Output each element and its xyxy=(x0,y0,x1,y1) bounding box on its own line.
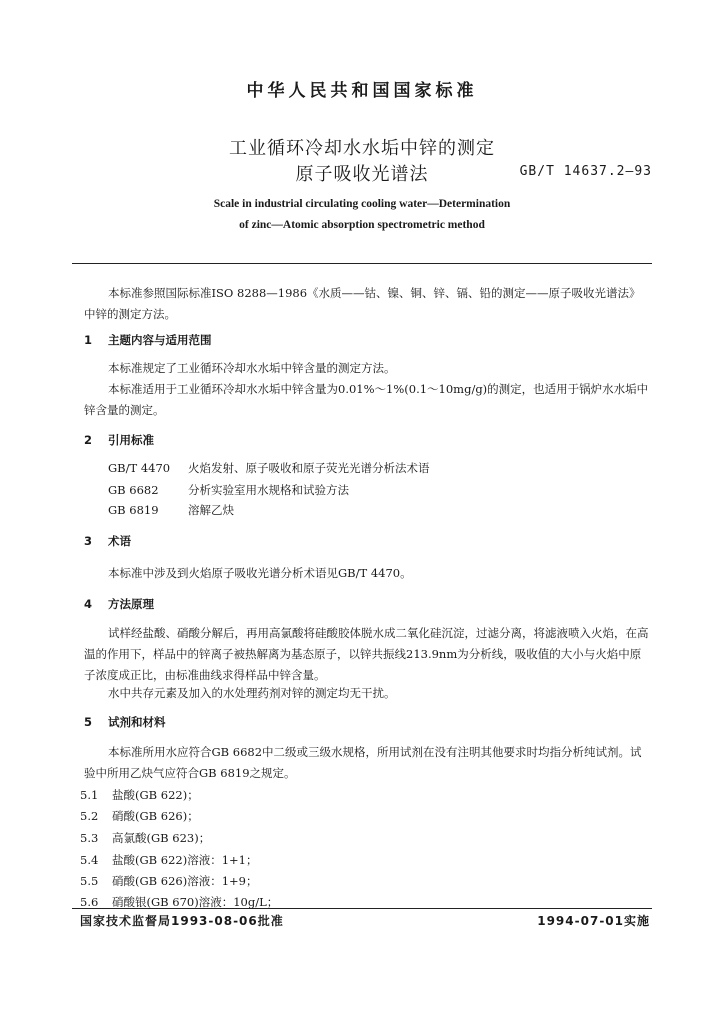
standard-header: 中华人民共和国国家标准 xyxy=(246,81,478,101)
section-heading-4 xyxy=(84,596,154,612)
item-number: 5.5 xyxy=(80,874,99,888)
section-1-para-1: 本标准规定了工业循环冷却水水垢中锌含量的测定方法。 xyxy=(108,361,396,375)
item-number: 5.6 xyxy=(80,895,99,909)
section-title: 方法原理 xyxy=(108,597,154,611)
approval-date: 国家技术监督局1993-08-06批准 xyxy=(80,914,284,928)
item-text: 硝酸(GB 626)溶液：1+9； xyxy=(112,874,258,888)
section-number: 4 xyxy=(84,597,93,611)
intro-paragraph: 本标准参照国际标准ISO 8288—1986《水质——钴、镍、铜、锌、镉、铅的测定——原子吸收光谱法》中锌的测定方法。 xyxy=(84,286,641,321)
section-1-para-2: 本标准适用于工业循环冷却水水垢中锌含量为0.01%～1%(0.1～10mg/g)的测定，也适用于锅炉水水垢中锌含量的测定。 xyxy=(84,382,649,417)
reference-code: GB/T 4470 xyxy=(108,461,171,475)
section-title: 术语 xyxy=(108,534,131,548)
section-3-para-1: 本标准中涉及到火焰原子吸收光谱分析术语见GB/T 4470。 xyxy=(108,566,412,580)
section-4-para-2: 水中共存元素及加入的水处理药剂对锌的测定均无干扰。 xyxy=(108,686,396,700)
section-heading-2 xyxy=(84,432,154,448)
list-item xyxy=(80,808,199,824)
item-text: 盐酸(GB 622)溶液：1+1； xyxy=(112,853,258,867)
section-number: 5 xyxy=(84,715,93,729)
item-number: 5.4 xyxy=(80,853,99,867)
section-5-para-1: 本标准所用水应符合GB 6682中二级或三级水规格，所用试剂在没有注明其他要求时均指分析纯试剂。试验中所用乙炔气应符合GB 6819之规定。 xyxy=(84,745,642,780)
item-number: 5.3 xyxy=(80,831,99,845)
implementation-date: 1994-07-01实施 xyxy=(537,914,650,928)
reference-title: 分析实验室用水规格和试验方法 xyxy=(188,483,349,497)
section-title: 引用标准 xyxy=(108,433,154,447)
reference-title: 溶解乙炔 xyxy=(188,503,234,517)
section-title: 主题内容与适用范围 xyxy=(108,333,212,347)
list-item xyxy=(80,852,257,868)
list-item xyxy=(80,830,210,846)
english-title-line-1: Scale in industrial circulating cooling water—Determination xyxy=(213,198,511,210)
item-number: 5.2 xyxy=(80,809,99,823)
top-rule xyxy=(72,263,652,264)
title-line-1: 工业循环冷却水水垢中锌的测定 xyxy=(229,138,495,159)
item-number: 5.1 xyxy=(80,788,99,802)
section-heading-1 xyxy=(84,332,212,348)
item-text: 硝酸(GB 626)； xyxy=(112,809,199,823)
section-heading-5 xyxy=(84,714,166,730)
item-text: 高氯酸(GB 623)； xyxy=(112,831,211,845)
reference-code: GB 6682 xyxy=(108,483,159,497)
bottom-rule xyxy=(72,908,652,909)
section-number: 3 xyxy=(84,534,93,548)
standard-code: GB/T 14637.2—93 xyxy=(519,164,652,179)
item-text: 硝酸银(GB 670)溶液：10g/L； xyxy=(112,895,279,909)
reference-code: GB 6819 xyxy=(108,503,159,517)
reference-row xyxy=(108,482,349,498)
reference-row xyxy=(108,460,430,476)
reference-row xyxy=(108,502,234,518)
list-item xyxy=(80,873,257,889)
section-heading-3 xyxy=(84,533,131,549)
section-number: 1 xyxy=(84,333,93,347)
item-text: 盐酸(GB 622)； xyxy=(112,788,199,802)
section-number: 2 xyxy=(84,433,93,447)
reference-title: 火焰发射、原子吸收和原子荧光光谱分析法术语 xyxy=(188,461,430,475)
section-4-para-1: 试样经盐酸、硝酸分解后，再用高氯酸将硅酸胶体脱水成二氧化硅沉淀，过滤分离，将滤液喷入火焰，在高温的作用下，样品中的锌离子被热解离为基态原子，以锌共振线213.9nm为分析线，吸收值的大小与火焰中原子浓度成正比，由标准曲线求得样品中锌含量。 xyxy=(84,626,649,682)
title-line-2: 原子吸收光谱法 xyxy=(295,164,429,185)
list-item xyxy=(80,787,199,803)
section-title: 试剂和材料 xyxy=(108,715,166,729)
english-title-line-2: of zinc—Atomic absorption spectrometric method xyxy=(239,219,485,231)
